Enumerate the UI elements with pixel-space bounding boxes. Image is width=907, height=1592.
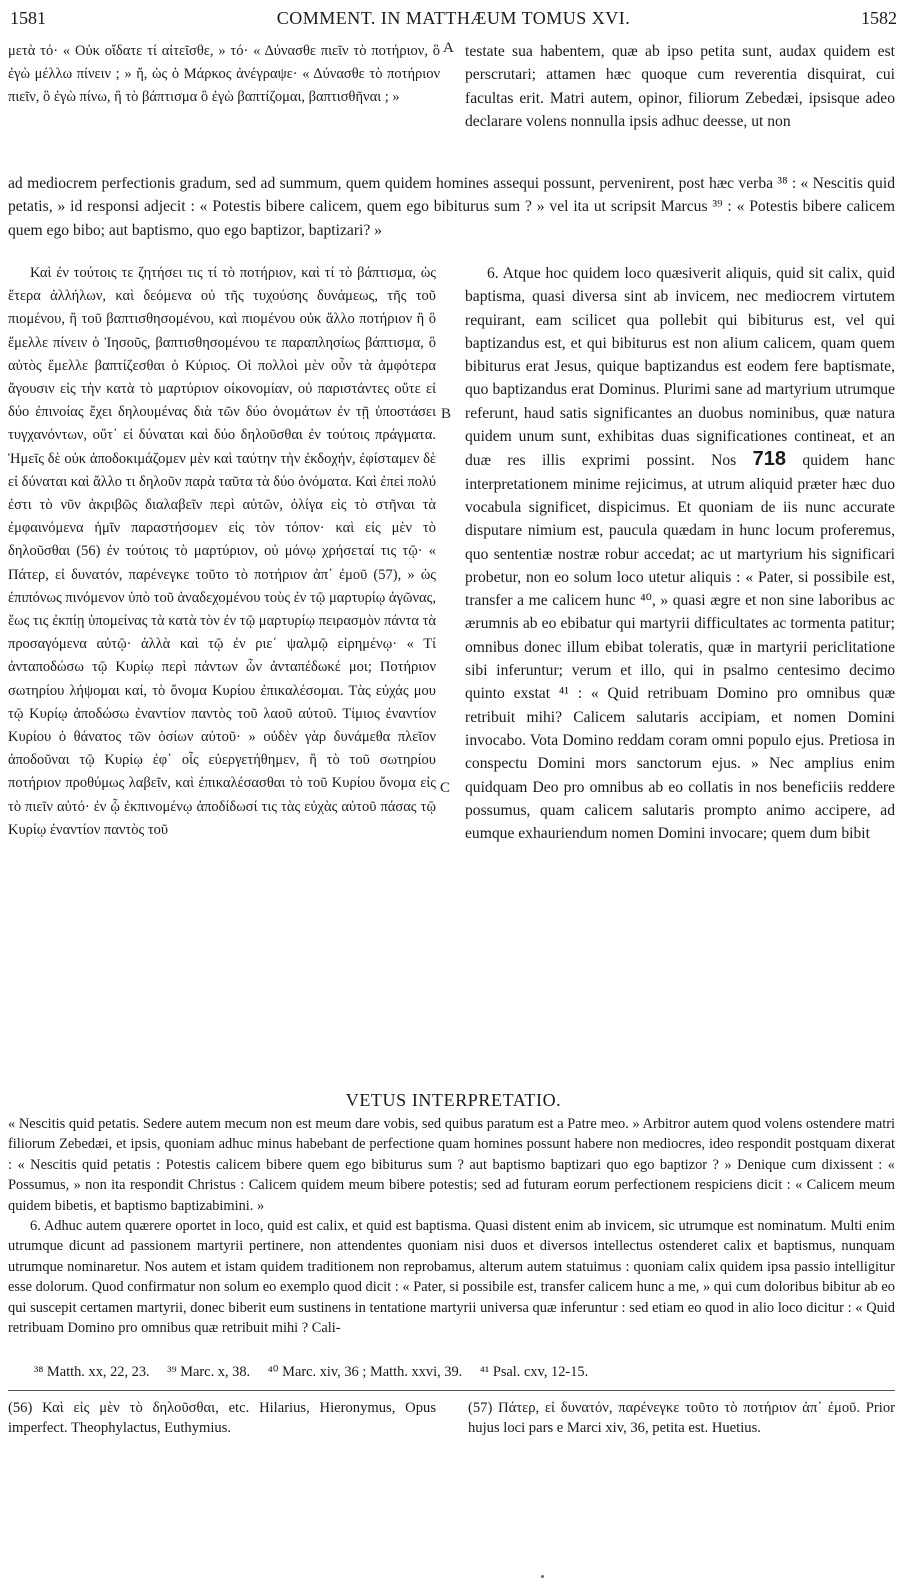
greek-paragraph-main: Καὶ ἐν τούτοις τε ζητήσει τις τί τὸ ποτήριον, καὶ τί τὸ βάπτισμα, ὡς ἕτερα ἀλλήλων, καὶ δεόμενα οὐ τῆς τυχούσης δυνάμεως, τῆς τοῦ πιομένου, ἢ τοῦ βαπτισθησομένου, καὶ πιομένου οὐκ ἄλλο ποτήριον ἢ ὃ ἔμελλε πίνειν ὁ Ἰησοῦς, βαπτισθησομένου τε παραπλησίως βάπτισμα, ὃ αὐτὸς ἔμελλε βαπτίζεσθαι ὁ Κύριος. Οἱ πολλοὶ μὲν οὖν τὰ ἀμφότερα ἄγουσιν εἰς τὴν κατὰ τὸ μαρτύριον οἰκονομίαν, οὐ παριστάντες οὔτε εἰ δύο ἐπινοίας ἔχει δηλουμένας διὰ τῶν δύο ὀνομάτων ἐν τῇ ὑποστάσει τυγχανόντων, οὔτ᾽ εἰ δύναται καὶ δύο δηλοῦσθαι ἐν τούτοις πράγματα. Ἡμεῖς δὲ οὐκ ἀποδοκιμάζομεν μὲν καὶ ταύτην τὴν ἐκδοχήν, ἐφίσταμεν δὲ εἰ δύναται καὶ ἄλλο τι δηλοῦν παρὰ ταῦτα τὰ δύο ὀνόματα. Καὶ ἐπεὶ πολύ ἐστι τὸ νῦν ἀκριβῶς διαλαβεῖν περὶ αὐτῶν, ὀλίγα εἰς τὸ στῆναι τὰ ἐμφαινόμενα ἡμῖν παραστήσομεν εἰς τὸν τόπον· καὶ εἰς μὲν τὸ δηλοῦσθαι (56) ἐν τούτοις τὸ μαρτύριον, οὐ μόνῳ χρήσεταί τις τῷ· « Πάτερ, εἰ δυνατόν, παρένεγκε τοῦτο τὸ ποτήριον ἀπ᾽ ἐμοῦ (57), » ὡς ἐπιπόνως πινόμενον ὑπὸ τοῦ ἀναδεχομένου τοὺς ἐν τῷ μαρτυρίῳ ἀγῶνας, ἕως τις ἐκπίῃ ὑπομείνας τὰ κατὰ τὸν ἐν τῷ μαρτυρίῳ πειρασμὸν πάντα τὰ προσαγόμενα αὐτῷ· ἀλλὰ καὶ τῷ ἐν ριε΄ ψαλμῷ εἰρημένῳ· « Τί ἀνταποδώσω τῷ Κυρίῳ περὶ πάντων ὧν ἀνταπέδωκέ μοι; Ποτήριον σωτηρίου λήψομαι καί, τὸ ὄνομα Κυρίου ἐπικαλέσομαι. Τὰς εὐχάς μου τῷ Κυρίῳ ἀποδώσω ἐναντίον παντὸς τοῦ λαοῦ αὐτοῦ. Τίμιος ἐναντίον Κυρίου ὁ θάνατος τῶν ὁσίων αὐτοῦ· » οὐδὲν γὰρ δυνάμεθα πλεῖον ἀποδοῦναι τῷ Κυρίῳ ἐφ᾽ οἷς εὐεργετήθημεν, ἢ τὸ τοῦ σωτηρίου ποτήριον προθύμως λαβεῖν, καὶ ἐπικαλέσασθαι τὸ τοῦ Κυρίου ὄνομα εἰς τὸ πιεῖν αὐτό· ἐν ᾧ ἐκπινομένῳ ἀποδίδωσί τις τὰς εὐχὰς αὐτοῦ πάσας τῷ Κυρίῳ ἐναντίον παντὸς τοῦ — [8, 265, 436, 838]
latin-paragraph-main — [465, 262, 895, 845]
running-title: COMMENT. IN MATTHÆUM TOMUS XVI. — [276, 8, 631, 28]
print-speck — [541, 1575, 544, 1578]
greek-paragraph-top: μετὰ τό· « Οὐκ οἴδατε τί αἰτεῖσθε, » τό· « Δύνασθε πιεῖν τὸ ποτήριον, ὃ ἐγὼ μέλλω πίνειν ; » ἤ, ὡς ὁ Μάρκος ἀνέγραψε· « Δύνασθε τὸ ποτήριον πιεῖν, ὃ ἐγὼ πίνω, ἢ τὸ βάπτισμα ὃ ἐγὼ βαπτίζομαι, βαπτισθῆναι ; » — [8, 43, 440, 106]
endnote-57 — [468, 1398, 895, 1438]
section-title-vetus: VETUS INTERPRETATIO. — [345, 1090, 562, 1110]
footnote-38: ³⁸ Matth. xx, 22, 23. — [34, 1364, 150, 1380]
endnote-56 — [8, 1398, 436, 1438]
footnote-39: ³⁹ Marc. x, 38. — [167, 1364, 251, 1380]
latin-paragraph-top: testate sua habentem, quæ ab ipso petita sunt, audax quidem est perscrutari; attamen hæc quoque cum reverentia disquirat, cui facultas erit. Matri autem, opinor, filiorum Zebedæi, ipsisque adeo declarare volens nonnulla ipsis adhuc deesse, ut non — [465, 43, 895, 130]
vetus-paragraph-1: « Nescitis quid petatis. Sedere autem mecum non est meum dare vobis, sed quibus paratum est a Patre meo. » Arbitror autem quod volens ostendere matri filiorum Zebedæi, et ipsis, quoniam adhuc minus habebant de perfectione quam homines possunt habere non mediocres, ideo respondit postquam dixerat : « Nescitis quid petatis : Potestis calicem bibere quem ego bibiturus sum ? aut baptismo baptizari quo ego baptizor ? » Denique cum dixissent : « Possumus, » non ita respondit Christus : Calicem quidem meum bibere potestis; sed ad futuram eorum perfectionem respiciens dicit : « Calicem meum quidem bibetis, et baptismo baptizabimini. » — [8, 1116, 895, 1214]
page-number-left: 1581 — [10, 8, 46, 28]
latin-full-width-passage — [8, 172, 895, 242]
scripture-footnotes — [34, 1364, 894, 1381]
endnote-56-text: (56) Καὶ εἰς μὲν τὸ δηλοῦσθαι, etc. Hilarius, Hieronymus, Opus imperfect. Theophylactus, Euthymius. — [8, 1400, 436, 1436]
footnote-41: ⁴¹ Psal. cxv, 12-15. — [479, 1364, 589, 1380]
vetus-interpretatio — [8, 1114, 895, 1338]
latin-text-before-colnum: 6. Atque hoc quidem loco quæsiverit aliquis, quid sit calix, quid baptisma, quasi diversa sint ab invicem, nec mediocrem virtutem requirant, eam scilicet qua pollebit qui bibiturus est, vel qui baptizandus est, et qui bibiturus est non alium calicem, quam quem bibiturus erat Jesus, quique baptizandus est eodem fere baptismate, quo baptizandus erat Dominus. Plurimi sane ad martyrium utrumque referunt, haud satis significantes an duobus nominibus, quæ natura quidem unum sunt, exhibitas duas significationes contineat, et an duæ res illis exprimi possint. Nos — [465, 265, 895, 470]
endnote-57-text: (57) Πάτερ, εἰ δυνατόν, παρένεγκε τοῦτο τὸ ποτήριον ἀπ᾽ ἐμοῦ. Prior hujus loci pars e Marci xiv, 36, petita est. Huetius. — [468, 1400, 895, 1436]
vetus-paragraph-2: 6. Adhuc autem quærere oportet in loco, quid est calix, et quid est baptisma. Quasi distent enim ab invicem, sic utrumque est nominatum. Multi enim utrumque dicunt ad passionem martyrii pertinere, non attendentes quoniam nisi duos et diversos intellectus ostenderet calix et baptismus, nunquam utrumque nominaretur. Nos autem et istam quidem traditionem non reprobamus, alterum autem statuimus : quoniam calix quidem ipsa passio intelligitur esse dolorum. Quod confirmatur non solum eo exemplo quod dicit : « Pater, si possibile est, transfer calicem hunc a me, » qui cum doloribus bibitur ab eo qui suscepit certamen martyrii, donec biberit eum sustinens in tentatione martyrii universa quæ inferuntur : sed etiam eo quod in alio loco dicitur : « Quid retribuam Domino pro omnibus quæ retribuit mihi ? Cali- — [8, 1218, 895, 1337]
margin-letter-a: A — [443, 40, 454, 56]
latin-text-after-colnum: quidem hanc interpretationem minime rejicimus, at utrum aliquid præter hæc duo vocabula significet, dispicimus. Et quoniam de iis nunc accurate disputare nimium est, paucula quædam in hunc locum proferemus, quo sententiæ nostræ robur accedat; ac ut martyrium his significari probetur, non eo solum loco utetur aliquis : « Pater, si possibile est, transfer a me calicem hunc ⁴⁰, » quasi ægre et non sine laboribus ac ærumnis ab eo ebibatur qui martyrii difficultates ac tormenta patitur; omnibus donec illum ebibat toleratis, quæ in martyrii periclitatione sibi inferuntur; verum et illo, qui in psalmo centesimo decimo quinto exstat ⁴¹ : « Quid retribuam Domino pro omnibus quæ retribuit mihi? Calicem salutaris accipiam, et nomen Domini invocabo. Vota Domino reddam coram omni populo ejus. Pretiosa in conspectu Domini mors sanctorum ejus. » Nec amplius enim quidquam Deo pro omnibus ab eo collatis in nos beneficiis reddere possumus, quam calicem salutaris prompto animo accipere, ad eumque exhauriendum nomen Domini invocare; quem dum bibit — [465, 452, 895, 843]
page-number-right: 1582 — [861, 8, 897, 28]
latin-column-top — [465, 40, 895, 133]
column-number: 718 — [752, 448, 786, 471]
latin-column-main — [465, 262, 895, 845]
latin-paragraph-full: ad mediocrem perfectionis gradum, sed ad summum, quem quidem homines assequi possunt, pervenirent, post hæc verba ³⁸ : « Nescitis quid petatis, » id responsi adjecit : « Potestis bibere calicem, quem ego bibiturus sum ? » vel ita ut scripsit Marcus ³⁹ : « Potestis bibere calicem quem ego bibo; aut baptismo, quo ego baptizor, baptizari? » — [8, 175, 895, 239]
running-header — [10, 8, 897, 32]
footnote-40: ⁴⁰ Marc. xiv, 36 ; Matth. xxvi, 39. — [267, 1364, 463, 1380]
margin-letter-c: C — [440, 780, 451, 796]
footnote-divider — [8, 1390, 895, 1391]
greek-column-main — [8, 262, 436, 842]
greek-column-top — [8, 40, 440, 110]
margin-letter-b: B — [441, 406, 452, 422]
